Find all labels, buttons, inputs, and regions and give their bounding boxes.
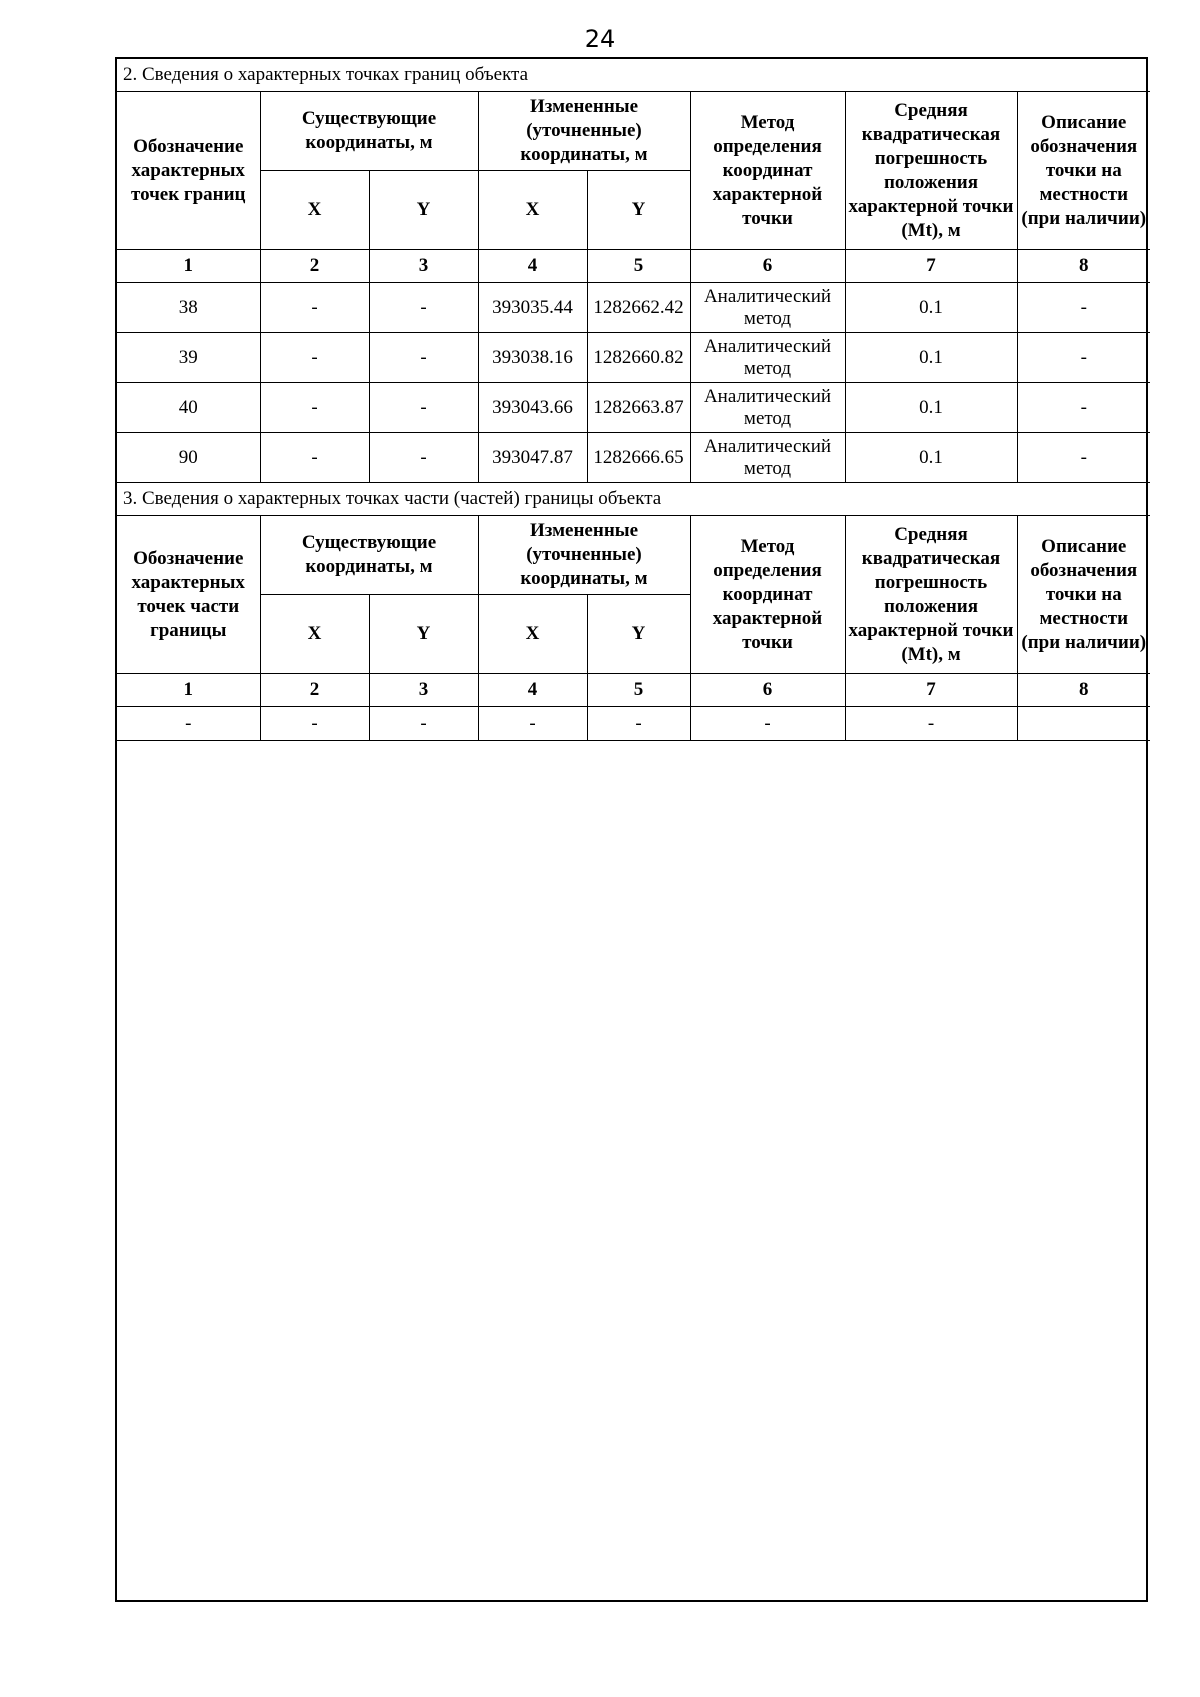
column-number: 7 [845,250,1017,283]
column-number: 2 [260,674,369,707]
cell-existing-x: - [260,283,369,333]
points-table [117,59,1150,741]
cell-existing-y: - [369,383,478,433]
section2-column-numbers [117,250,1150,283]
cell-y: 1282663.87 [587,383,690,433]
header-existing-coords: Существующие координаты, м [260,516,478,595]
cell-mt: 0.1 [845,283,1017,333]
cell-y: 1282666.65 [587,433,690,483]
cell-mt: 0.1 [845,383,1017,433]
header-mean-error: Средняя квадратическая погрешность положения характерной точки (Mt), м [845,92,1017,250]
table-row [117,383,1150,433]
cell-mt: 0.1 [845,433,1017,483]
section3-title-row [117,483,1150,516]
header-changed-x: X [478,595,587,674]
header-changed-coords: Измененные (уточненные) координаты, м [478,92,690,171]
column-number: 2 [260,250,369,283]
cell-x: - [478,707,587,741]
cell-point: 38 [117,283,260,333]
table-row [117,707,1150,741]
cell-description: - [1017,383,1150,433]
column-number: 1 [117,674,260,707]
header-existing-y: Y [369,595,478,674]
cell-description [1017,707,1150,741]
header-point-designation: Обозначение характерных точек части границы [117,516,260,674]
cell-method: Аналитический метод [690,433,845,483]
section3-title: 3. Сведения о характерных точках части (частей) границы объекта [117,483,1150,516]
section2-header-row [117,92,1150,171]
cell-method: Аналитический метод [690,333,845,383]
cell-point: - [117,707,260,741]
column-number: 5 [587,674,690,707]
column-number: 3 [369,674,478,707]
column-number: 4 [478,674,587,707]
cell-existing-y: - [369,707,478,741]
column-number: 3 [369,250,478,283]
header-existing-x: X [260,171,369,250]
cell-x: 393035.44 [478,283,587,333]
column-number: 7 [845,674,1017,707]
cell-x: 393043.66 [478,383,587,433]
cell-existing-x: - [260,333,369,383]
header-changed-x: X [478,171,587,250]
column-number: 1 [117,250,260,283]
header-existing-y: Y [369,171,478,250]
column-number: 8 [1017,250,1150,283]
section2-title-row [117,59,1150,92]
cell-method: Аналитический метод [690,383,845,433]
section3-header-row [117,516,1150,595]
column-number: 4 [478,250,587,283]
header-description: Описание обозначения точки на местности (при наличии) [1017,516,1150,674]
column-number: 6 [690,674,845,707]
cell-y: 1282662.42 [587,283,690,333]
column-number: 8 [1017,674,1150,707]
table-row [117,433,1150,483]
header-changed-y: Y [587,595,690,674]
cell-description: - [1017,333,1150,383]
header-method: Метод определения координат характерной точки [690,516,845,674]
cell-existing-x: - [260,707,369,741]
cell-method: Аналитический метод [690,283,845,333]
header-existing-x: X [260,595,369,674]
cell-x: 393038.16 [478,333,587,383]
column-number: 6 [690,250,845,283]
cell-description: - [1017,433,1150,483]
cell-mt: - [845,707,1017,741]
table-row [117,283,1150,333]
cell-description: - [1017,283,1150,333]
header-existing-coords: Существующие координаты, м [260,92,478,171]
cell-existing-x: - [260,383,369,433]
section2-title: 2. Сведения о характерных точках границ объекта [117,59,1150,92]
cell-y: - [587,707,690,741]
cell-x: 393047.87 [478,433,587,483]
header-mean-error: Средняя квадратическая погрешность положения характерной точки (Mt), м [845,516,1017,674]
column-number: 5 [587,250,690,283]
header-changed-y: Y [587,171,690,250]
header-point-designation: Обозначение характерных точек границ [117,92,260,250]
cell-existing-y: - [369,333,478,383]
cell-y: 1282660.82 [587,333,690,383]
header-changed-coords: Измененные (уточненные) координаты, м [478,516,690,595]
section3-column-numbers [117,674,1150,707]
page-number: 24 [584,25,616,53]
header-description: Описание обозначения точки на местности (при наличии) [1017,92,1150,250]
cell-existing-y: - [369,283,478,333]
cell-existing-y: - [369,433,478,483]
cell-point: 90 [117,433,260,483]
header-method: Метод определения координат характерной точки [690,92,845,250]
document-frame [115,57,1148,1602]
cell-method: - [690,707,845,741]
cell-existing-x: - [260,433,369,483]
table-row [117,333,1150,383]
cell-mt: 0.1 [845,333,1017,383]
cell-point: 39 [117,333,260,383]
cell-point: 40 [117,383,260,433]
